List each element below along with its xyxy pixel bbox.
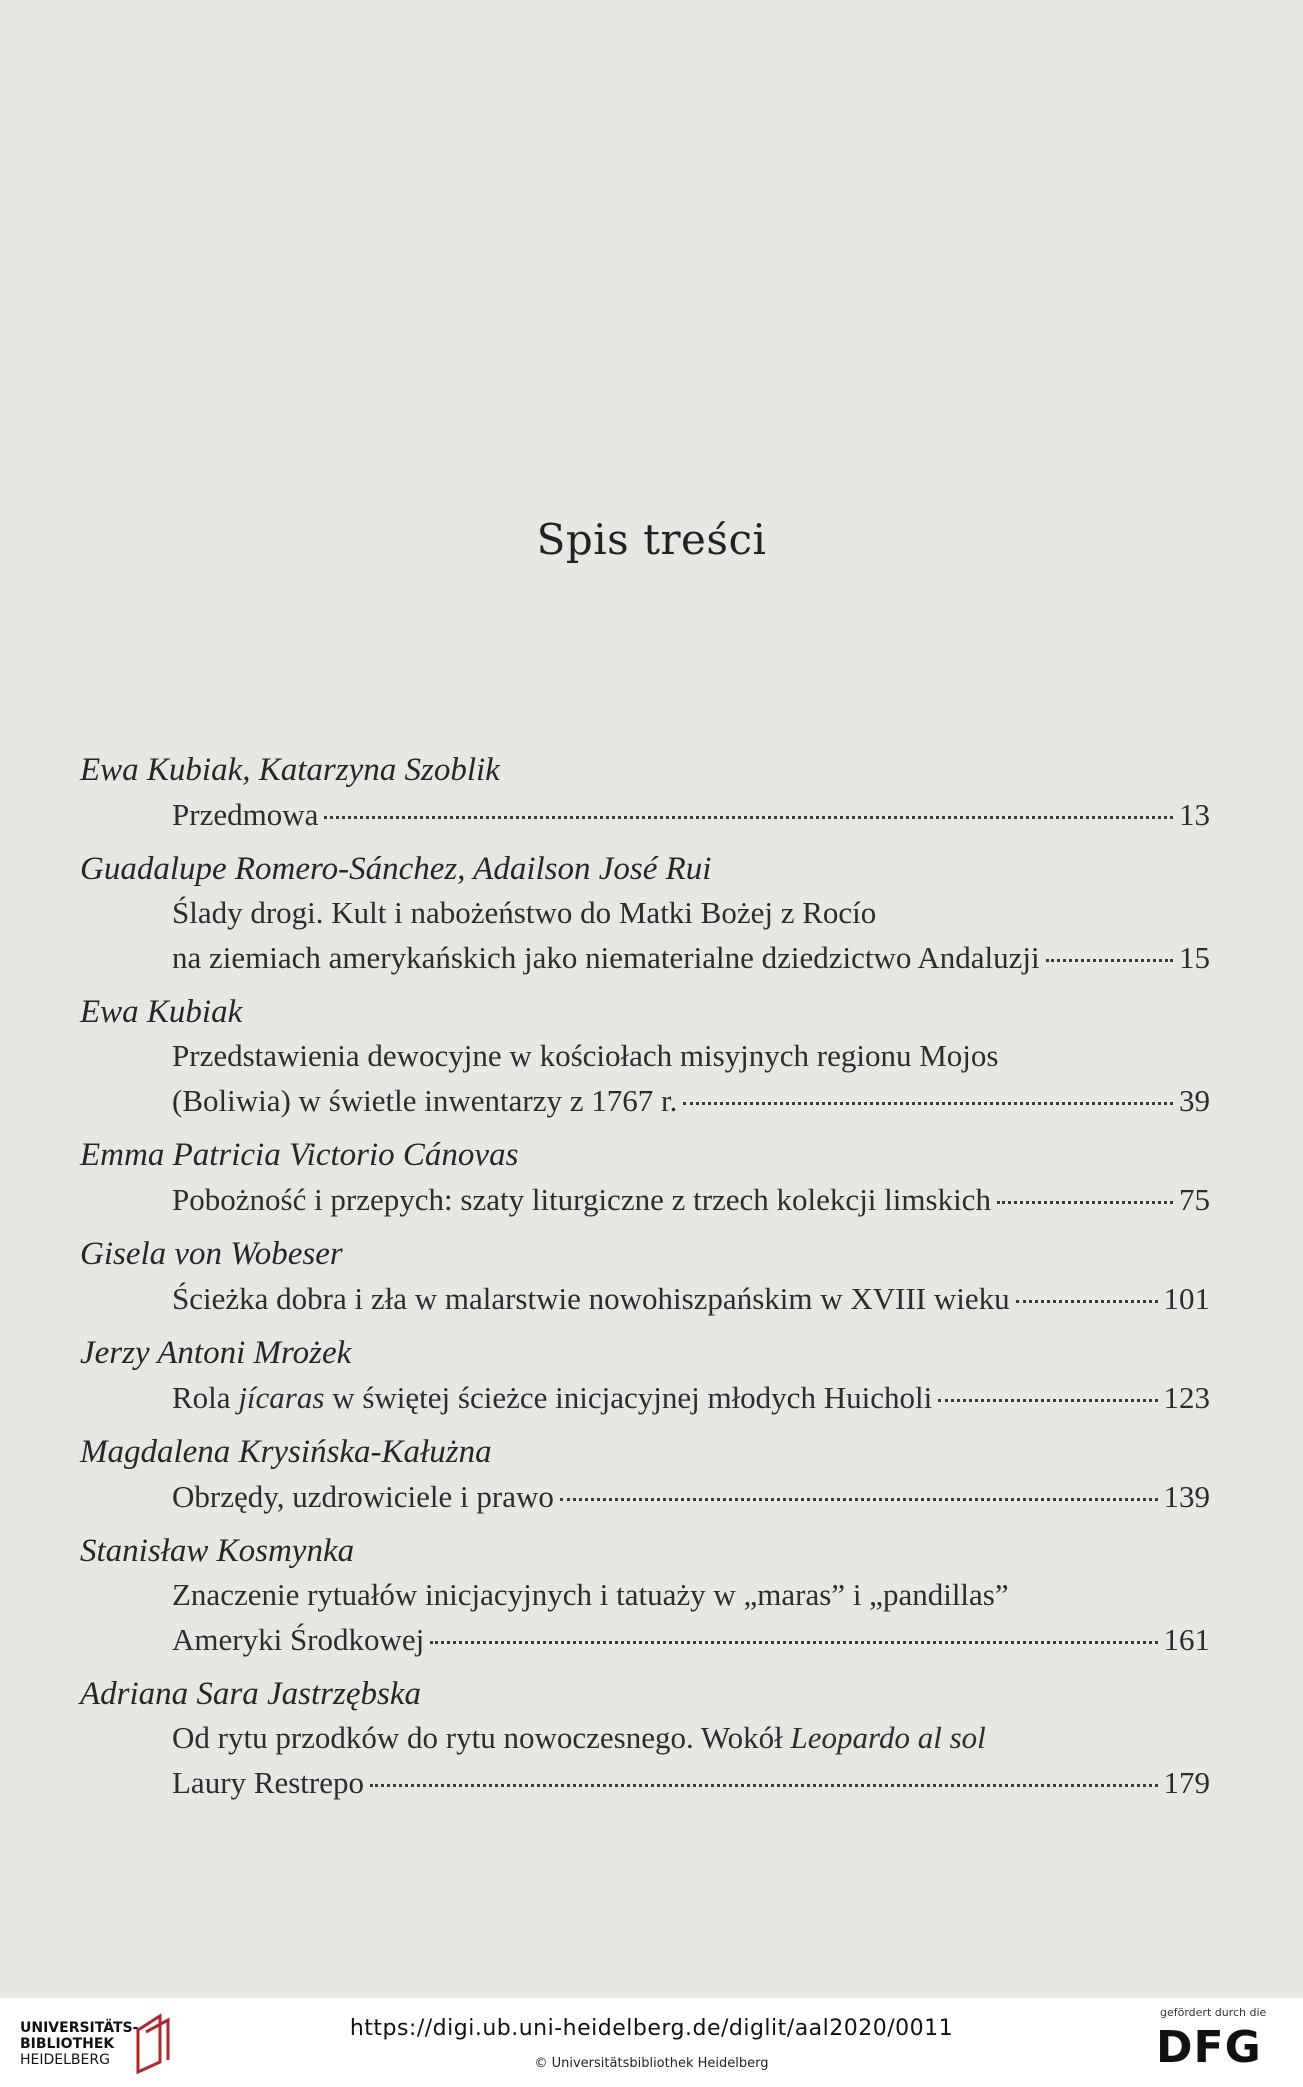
toc-line: [80, 935, 1210, 980]
funding-label: gefördert durch die: [1160, 2006, 1267, 2019]
toc-entry: [80, 990, 1210, 1123]
toc-author: Stanisław Kosmynka: [80, 1533, 355, 1569]
viewer-footer: [0, 1998, 1303, 2087]
leader-dots: [370, 1754, 1158, 1787]
toc-entry: [80, 1331, 1210, 1420]
toc-line: [80, 1474, 1210, 1519]
toc-author: Adriana Sara Jastrzębska: [80, 1676, 421, 1712]
page-number: 13: [1179, 797, 1210, 832]
toc-author: Magdalena Krysińska-Kałużna: [80, 1434, 492, 1470]
toc-title: Rola jícaras w świętej ścieżce inicjacyjnej młodych Huicholi: [172, 1380, 933, 1415]
library-line: HEIDELBERG: [20, 2052, 110, 2068]
toc-entry: [80, 1672, 1210, 1805]
toc-title: Laury Restrepo: [172, 1765, 364, 1800]
table-of-contents: [80, 748, 1210, 1805]
toc-line: [80, 792, 1210, 837]
page-number: 139: [1163, 1479, 1210, 1514]
permalink-url[interactable]: https://digi.ub.uni-heidelberg.de/diglit/aal2020/0011: [349, 2016, 954, 2041]
toc-line: [80, 1375, 1210, 1420]
toc-author: Ewa Kubiak, Katarzyna Szoblik: [80, 752, 500, 788]
page-number: 15: [1179, 940, 1210, 975]
page-number: 179: [1163, 1765, 1210, 1800]
page-number: 101: [1163, 1281, 1210, 1316]
leader-dots: [997, 1171, 1173, 1204]
page-number: 161: [1163, 1622, 1210, 1657]
toc-title: Przedmowa: [172, 797, 319, 832]
toc-line: [80, 1760, 1210, 1805]
page-number: 123: [1163, 1380, 1210, 1415]
toc-title: Ścieżka dobra i zła w malarstwie nowohiszpańskim w XVIII wieku: [172, 1281, 1010, 1316]
toc-line: [80, 1177, 1210, 1222]
leader-dots: [683, 1072, 1173, 1105]
toc-title: Ślady drogi. Kult i nabożeństwo do Matki Bożej z Rocío: [172, 895, 877, 930]
toc-title: Od rytu przodków do rytu nowoczesnego. Wokół Leopardo al sol: [172, 1720, 986, 1755]
leader-dots: [560, 1468, 1158, 1501]
toc-entry: [80, 1232, 1210, 1321]
copyright-notice: © Universitätsbibliothek Heidelberg: [534, 2056, 769, 2071]
toc-entry: [80, 1529, 1210, 1662]
toc-author: Jerzy Antoni Mrożek: [80, 1335, 352, 1371]
toc-author: Emma Patricia Victorio Cánovas: [80, 1137, 519, 1173]
toc-title: na ziemiach amerykańskich jako niematerialne dziedzictwo Andaluzji: [172, 940, 1040, 975]
toc-line: [80, 1276, 1210, 1321]
page-number: 39: [1179, 1083, 1210, 1118]
toc-author: Gisela von Wobeser: [80, 1236, 343, 1272]
toc-entry: [80, 748, 1210, 837]
page-title: Spis treści: [536, 515, 767, 564]
italic-title: jícaras: [238, 1380, 325, 1415]
toc-entry: [80, 1430, 1210, 1519]
toc-author: Ewa Kubiak: [80, 994, 243, 1030]
toc-title: Ameryki Środkowej: [172, 1622, 425, 1657]
toc-title: (Boliwia) w świetle inwentarzy z 1767 r.: [172, 1083, 678, 1118]
dfg-logo[interactable]: DFG: [1156, 2022, 1262, 2073]
toc-title: Pobożność i przepych: szaty liturgiczne z trzech kolekcji limskich: [172, 1182, 991, 1217]
toc-line: [80, 1078, 1210, 1123]
toc-title: Znaczenie rytuałów inicjacyjnych i tatuaży w „maras” i „pandillas”: [172, 1577, 1009, 1612]
toc-entry: [80, 1133, 1210, 1222]
toc-line: [80, 1617, 1210, 1662]
library-line: UNIVERSITÄTS-: [20, 2020, 139, 2036]
leader-dots: [430, 1611, 1157, 1644]
library-line: BIBLIOTHEK: [20, 2036, 115, 2052]
toc-title: Obrzędy, uzdrowiciele i prawo: [172, 1479, 554, 1514]
toc-title: Przedstawienia dewocyjne w kościołach misyjnych regionu Mojos: [172, 1038, 999, 1073]
leader-dots: [324, 786, 1173, 819]
toc-author: Guadalupe Romero-Sánchez, Adailson José Rui: [80, 851, 712, 887]
toc-entry: [80, 847, 1210, 980]
leader-dots: [938, 1369, 1157, 1402]
page-number: 75: [1179, 1182, 1210, 1217]
italic-title: Leopardo al sol: [790, 1720, 986, 1755]
leader-dots: [1016, 1270, 1158, 1303]
leader-dots: [1046, 929, 1173, 962]
